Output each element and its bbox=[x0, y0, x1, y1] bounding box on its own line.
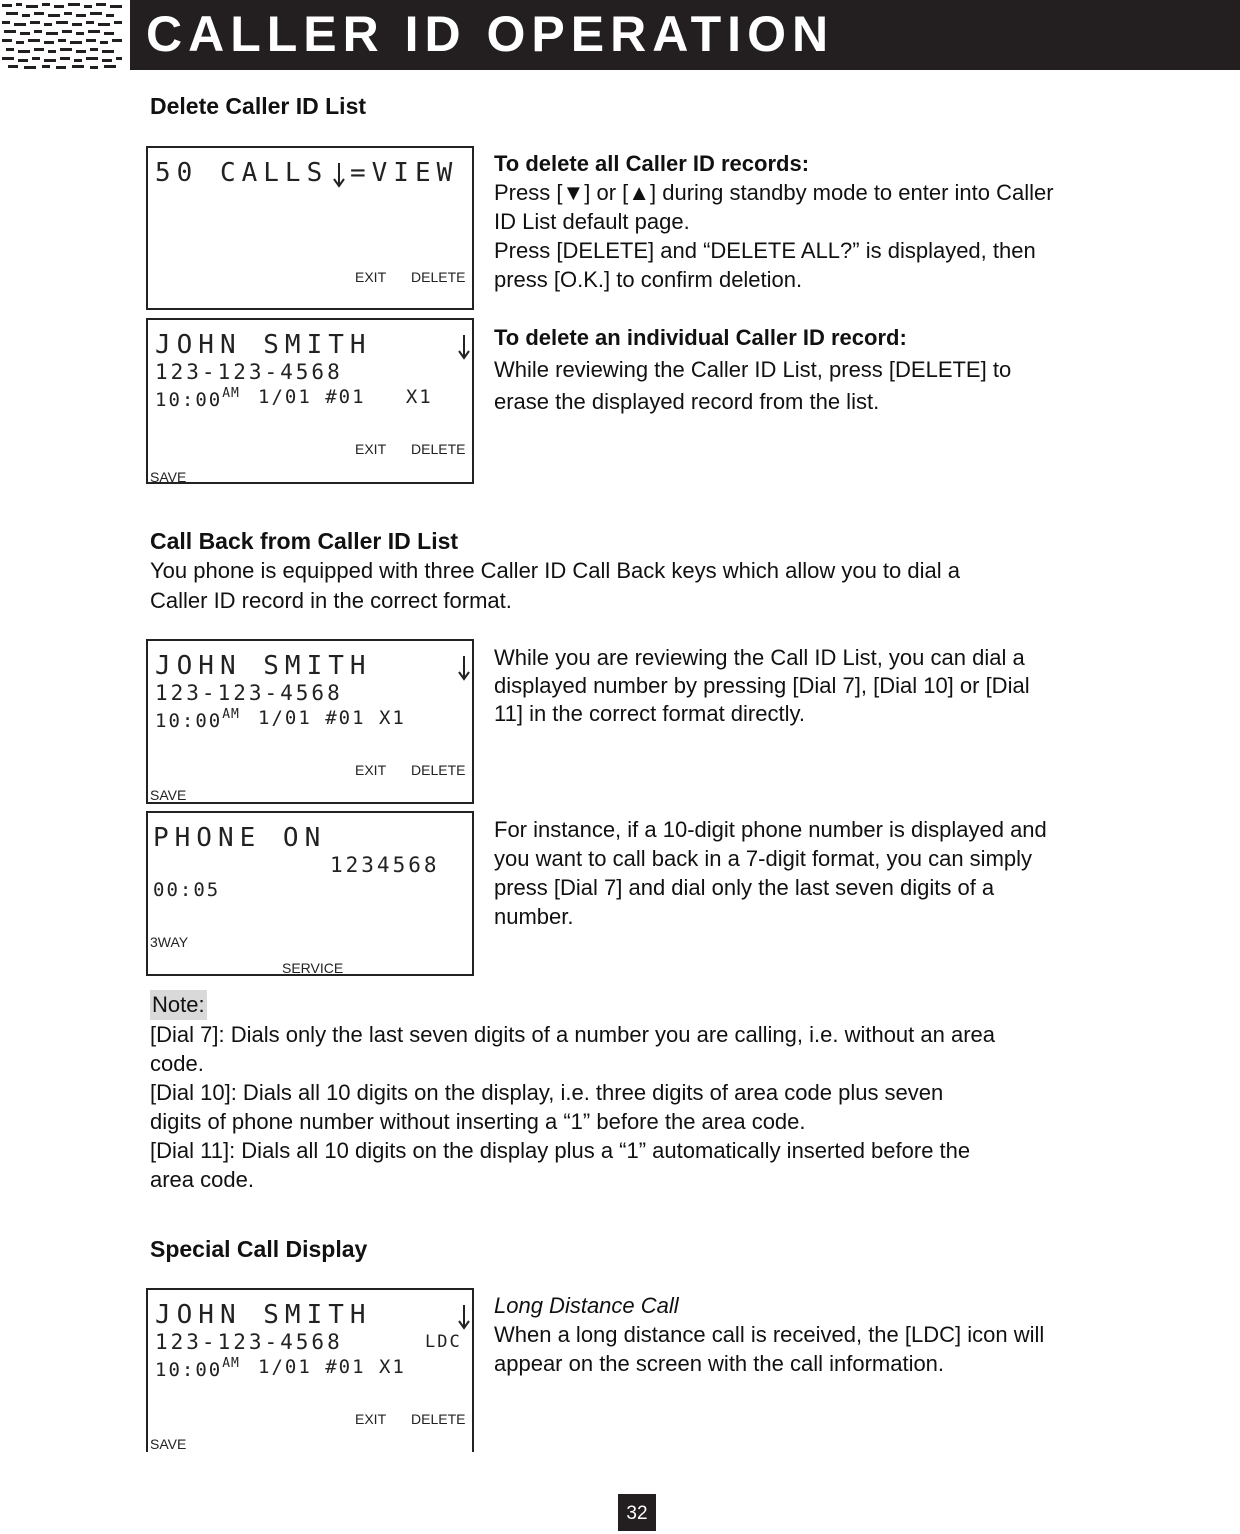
lcd-call-info: 1/01 #01 X1 bbox=[258, 386, 433, 408]
lcd-screen-callback-record bbox=[146, 639, 474, 804]
down-arrow-icon bbox=[457, 334, 471, 360]
save-softkey: SAVE bbox=[150, 1436, 187, 1452]
lcd-calls-count: 50 CALLS bbox=[155, 158, 329, 188]
delete-single-block: To delete an individual Caller ID record: While reviewing the Caller ID List, press [DELETE] to erase the displayed record from the list. bbox=[494, 325, 1012, 414]
lcd-screen-phone-on bbox=[146, 811, 474, 976]
callback-para1: While you are reviewing the Call ID List, you can dial a displayed number by pressing [Dial 7], [Dial 10] or [Dial 11] in the correct format directly. bbox=[494, 645, 1030, 726]
section-title-delete: Delete Caller ID List bbox=[150, 93, 367, 119]
delete-softkey: DELETE bbox=[411, 441, 466, 457]
lcd-call-timer: 00:05 bbox=[153, 879, 221, 901]
down-arrow-icon bbox=[457, 655, 471, 681]
delete-softkey: DELETE bbox=[411, 762, 466, 778]
delete-softkey: DELETE bbox=[411, 269, 466, 285]
lcd-screen-record bbox=[146, 318, 474, 484]
exit-softkey: EXIT bbox=[355, 1411, 387, 1427]
callback-para2: For instance, if a 10-digit phone number is displayed and you want to call back in a 7-digit format, you can simply press [Dial 7] and dial only the last seven digits of a number. bbox=[494, 817, 1047, 929]
lcd-caller-name: JOHN SMITH bbox=[155, 330, 372, 360]
lcd-call-info: 1/01 #01 X1 bbox=[258, 707, 406, 729]
lcd-screen-ldc bbox=[146, 1288, 474, 1452]
lcd-phone-status: PHONE ON bbox=[153, 823, 327, 853]
delete-softkey: DELETE bbox=[411, 1411, 466, 1427]
lcd-call-time: $10:00^{AM}$ bbox=[155, 386, 240, 411]
note-label: Note: bbox=[150, 990, 207, 1020]
lcd-call-info: 1/01 #01 X1 bbox=[258, 1356, 406, 1378]
down-arrow-icon bbox=[332, 162, 346, 188]
lcd-view-label: =VIEW bbox=[350, 158, 459, 188]
lcd-caller-number: 123-123-4568 bbox=[155, 681, 343, 705]
section-title-special: Special Call Display bbox=[150, 1236, 368, 1262]
lcd-caller-number: 123-123-4568 bbox=[155, 360, 343, 384]
header-bar bbox=[130, 0, 1240, 70]
lcd-screen-calls bbox=[146, 146, 474, 310]
exit-softkey: EXIT bbox=[355, 762, 387, 778]
threeway-softkey: 3WAY bbox=[150, 934, 189, 950]
header-pattern-graphic bbox=[0, 0, 124, 70]
service-softkey: SERVICE bbox=[282, 960, 344, 976]
lcd-caller-name: JOHN SMITH bbox=[155, 1300, 372, 1330]
exit-softkey: EXIT bbox=[355, 269, 387, 285]
lcd-dialed-number: 1234568 bbox=[330, 853, 440, 877]
down-arrow-icon bbox=[457, 1304, 471, 1330]
section-title-callback: Call Back from Caller ID List bbox=[150, 528, 459, 554]
exit-softkey: EXIT bbox=[355, 441, 387, 457]
special-block: Long Distance Call When a long distance call is received, the [LDC] icon will appear on the screen with the call information. bbox=[494, 1293, 1045, 1376]
callback-intro: You phone is equipped with three Caller ID Call Back keys which allow you to dial a Caller ID record in the correct format. bbox=[150, 558, 960, 613]
lcd-call-time: $10:00^{AM}$ bbox=[155, 707, 240, 732]
delete-all-heading: To delete all Caller ID records: bbox=[494, 151, 810, 176]
lcd-caller-name: JOHN SMITH bbox=[155, 651, 372, 681]
page-number: 32 bbox=[618, 1494, 656, 1531]
save-softkey: SAVE bbox=[150, 469, 187, 485]
page-title: CALLER ID OPERATION bbox=[146, 6, 835, 62]
long-distance-heading: Long Distance Call bbox=[494, 1293, 679, 1318]
note-body: [Dial 7]: Dials only the last seven digits of a number you are calling, i.e. without an area code. [Dial 10]: Dials all 10 digits on the display, i.e. three digits of area code plus seven digits of phone number without inserting a “1” before the area code. [Dial 11]: Dials all 10 digits on the display plus a “1” automatically inserted before the area code. bbox=[150, 1022, 996, 1192]
save-softkey: SAVE bbox=[150, 787, 187, 803]
ldc-icon: LDC bbox=[425, 1332, 462, 1352]
lcd-caller-number: 123-123-4568 bbox=[155, 1330, 343, 1354]
lcd-call-time: $10:00^{AM}$ bbox=[155, 1356, 240, 1381]
delete-all-block: To delete all Caller ID records: Press [▼] or [▲] during standby mode to enter into Caller ID List default page. Press [DELETE] and “DELETE ALL?” is displayed, then press [O.K.] to confirm deletion. bbox=[494, 151, 1054, 292]
delete-single-heading: To delete an individual Caller ID record: bbox=[494, 325, 907, 350]
